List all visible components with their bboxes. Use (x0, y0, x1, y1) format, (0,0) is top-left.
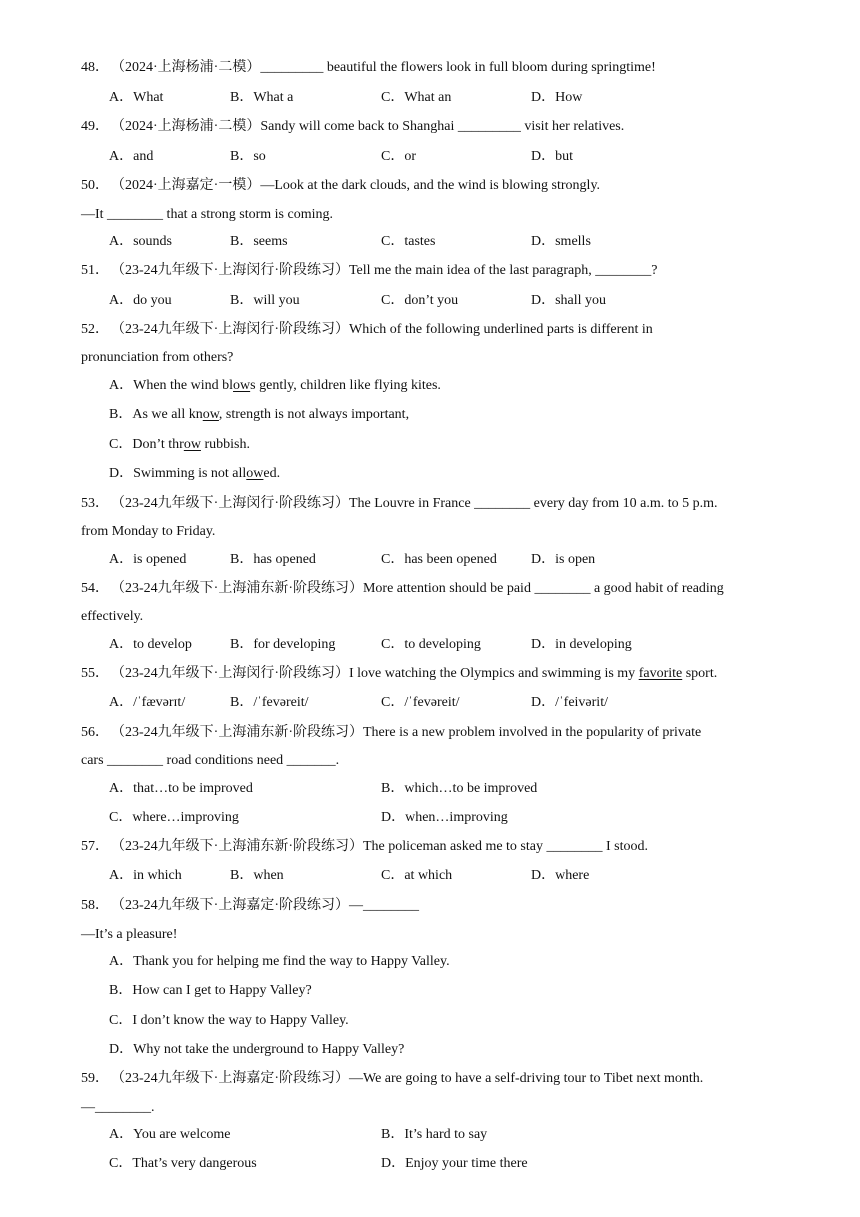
question-stem: （23-24九年级下·上海闵行·阶段练习）I love watching the Olympics and swimming is my favorite sport. (111, 666, 718, 681)
option-c: C．I don’t know the way to Happy Valley. (109, 1013, 349, 1028)
option-d: D．Why not take the underground to Happy Valley? (109, 1042, 405, 1057)
question-stem-line-2: from Monday to Friday. (81, 524, 216, 539)
option-b: B．seems (230, 234, 288, 249)
question-stem: （2024·上海杨浦·二模）_________ beautiful the flowers look in full bloom during springtime! (111, 60, 656, 75)
option-a: A．to develop (109, 637, 192, 652)
option-d: D．smells (531, 234, 591, 249)
option-b: B．/ˈfevəreit/ (230, 695, 309, 710)
option-d: D．Swimming is not allowed. (109, 466, 281, 481)
option-a: A．that…to be improved (109, 781, 253, 796)
underlined-part: ow (202, 407, 219, 422)
underlined-part: ow (183, 437, 201, 452)
option-a: A．do you (109, 293, 172, 308)
option-c: C．has been opened (381, 552, 497, 567)
option-b: B．will you (230, 293, 300, 308)
option-b: B．so (230, 149, 266, 164)
option-a: A．What (109, 90, 164, 105)
question-number: 56． (81, 725, 109, 740)
question-stem-line-2: effectively. (81, 609, 144, 624)
question-stem: （2024·上海杨浦·二模）Sandy will come back to Shanghai _________ visit her relatives. (111, 119, 625, 134)
question-number: 54． (81, 581, 109, 596)
option-b: B．for developing (230, 637, 336, 652)
option-b: B．What a (230, 90, 294, 105)
underlined-word: favorite (638, 666, 683, 681)
option-b: B．has opened (230, 552, 316, 567)
option-c: C．tastes (381, 234, 436, 249)
option-d: D．in developing (531, 637, 632, 652)
option-a: A．sounds (109, 234, 173, 249)
option-c: C．to developing (381, 637, 481, 652)
option-b: B．when (230, 868, 284, 883)
option-c: C．or (381, 149, 416, 164)
question-number: 52． (81, 322, 109, 337)
question-stem: （23-24九年级下·上海浦东新·阶段练习）More attention should be paid ________ a good habit of reading (111, 581, 724, 596)
question-number: 51． (81, 263, 109, 278)
option-b: B．It’s hard to say (381, 1127, 488, 1142)
option-d: D．/ˈfeivərit/ (531, 695, 608, 710)
question-number: 53． (81, 496, 109, 511)
question-stem-line-2: cars ________ road conditions need _______. (81, 753, 340, 768)
question-stem: （23-24九年级下·上海浦东新·阶段练习）The policeman asked me to stay ________ I stood. (111, 839, 648, 854)
question-stem-line-2: pronunciation from others? (81, 350, 234, 365)
option-c: C．Don’t throw rubbish. (109, 437, 250, 452)
question-stem: （23-24九年级下·上海嘉定·阶段练习）—We are going to have a self-driving tour to Tibet next month. (111, 1071, 704, 1086)
option-c: C．at which (381, 868, 453, 883)
option-c: C．What an (381, 90, 452, 105)
option-c: C．where…improving (109, 810, 239, 825)
option-a: A．When the wind blows gently, children like flying kites. (109, 378, 441, 393)
option-d: D．shall you (531, 293, 607, 308)
question-number: 55． (81, 666, 109, 681)
question-number: 50． (81, 178, 109, 193)
option-b: B．How can I get to Happy Valley? (109, 983, 312, 998)
question-stem: （23-24九年级下·上海闵行·阶段练习）The Louvre in France ________ every day from 10 a.m. to 5 p.m. (111, 496, 718, 511)
option-d: D．when…improving (381, 810, 508, 825)
option-d: D．How (531, 90, 583, 105)
question-stem-line-2: —It ________ that a strong storm is coming. (81, 207, 333, 222)
question-stem: （23-24九年级下·上海闵行·阶段练习）Tell me the main idea of the last paragraph, ________? (111, 263, 658, 278)
option-c: C．don’t you (381, 293, 459, 308)
question-number: 58． (81, 898, 109, 913)
option-a: A．in which (109, 868, 182, 883)
question-stem-line-2: —________. (81, 1100, 155, 1115)
question-stem: （23-24九年级下·上海嘉定·阶段练习）—________ (111, 898, 419, 913)
option-b: B．which…to be improved (381, 781, 538, 796)
option-a: A．Thank you for helping me find the way to Happy Valley. (109, 954, 450, 969)
option-d: D．but (531, 149, 573, 164)
question-number: 49． (81, 119, 109, 134)
question-stem-line-2: —It’s a pleasure! (81, 927, 178, 942)
underlined-part: ow (246, 466, 264, 481)
option-b: B．As we all know, strength is not always important, (109, 407, 410, 422)
underlined-part: ow (233, 378, 251, 393)
question-stem: （2024·上海嘉定·一模）—Look at the dark clouds, and the wind is blowing strongly. (111, 178, 601, 193)
option-d: D．is open (531, 552, 596, 567)
question-number: 48． (81, 60, 109, 75)
option-d: D．where (531, 868, 590, 883)
option-c: C．/ˈfevəreit/ (381, 695, 460, 710)
question-number: 59． (81, 1071, 109, 1086)
question-number: 57． (81, 839, 109, 854)
option-a: A．is opened (109, 552, 187, 567)
option-a: A．and (109, 149, 154, 164)
option-a: A．/ˈfævərɪt/ (109, 695, 186, 710)
question-stem: （23-24九年级下·上海闵行·阶段练习）Which of the following underlined parts is different in (111, 322, 653, 337)
option-d: D．Enjoy your time there (381, 1156, 528, 1171)
question-stem: （23-24九年级下·上海浦东新·阶段练习）There is a new problem involved in the popularity of private (111, 725, 702, 740)
option-c: C．That’s very dangerous (109, 1156, 257, 1171)
option-a: A．You are welcome (109, 1127, 231, 1142)
